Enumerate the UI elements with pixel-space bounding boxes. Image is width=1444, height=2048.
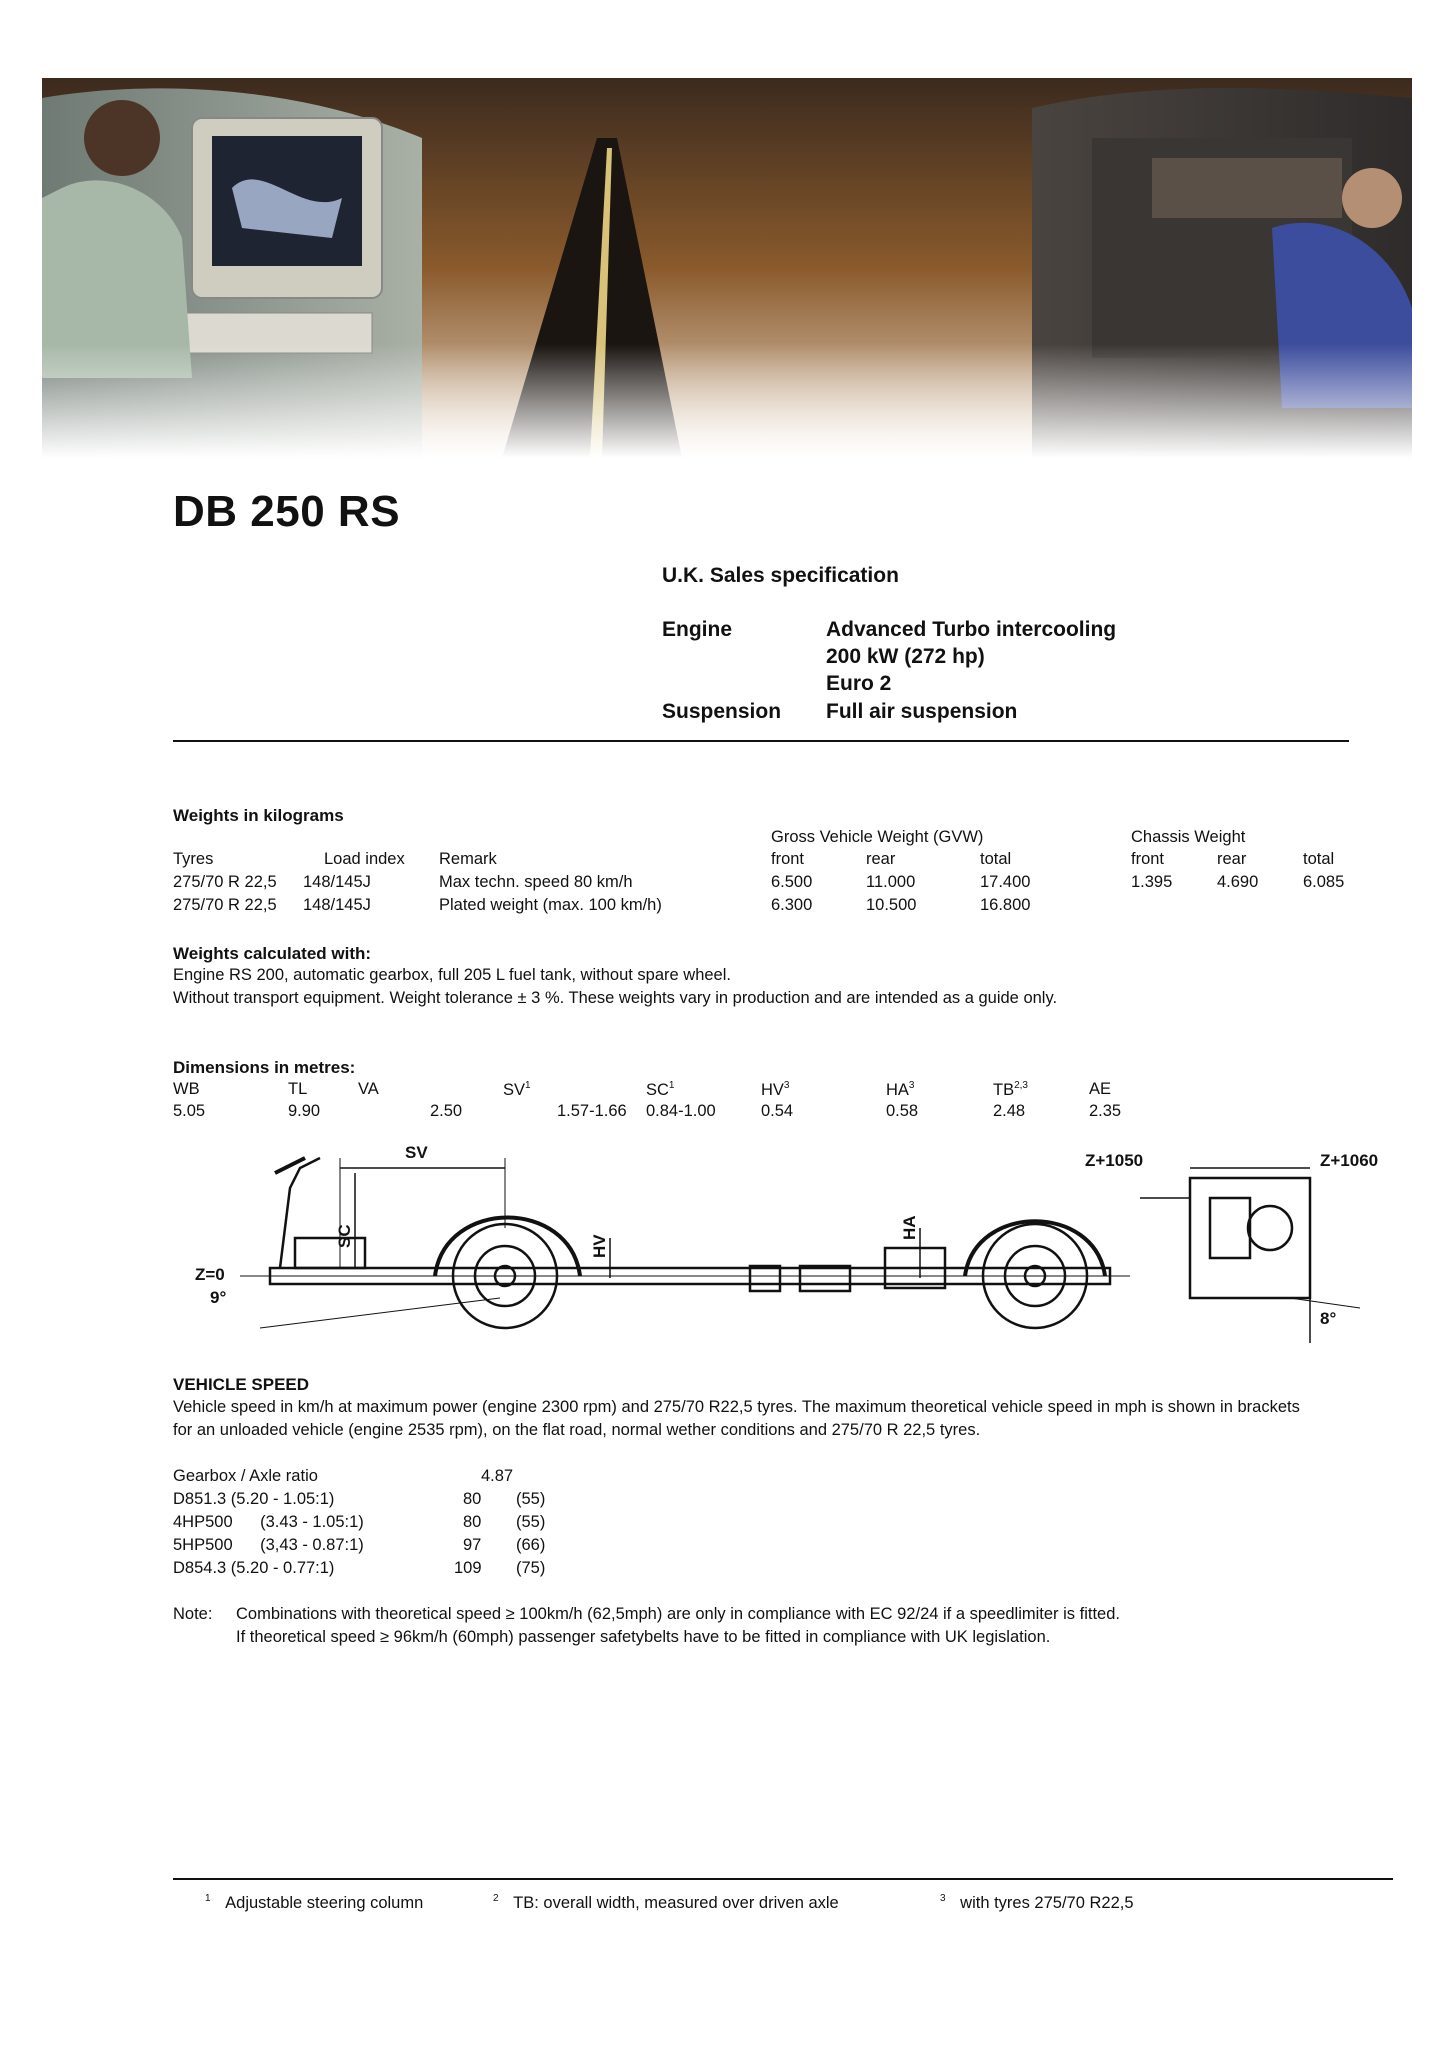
dim-sup: 2,3 bbox=[1014, 1080, 1028, 1091]
cell: 4.690 bbox=[1217, 873, 1259, 891]
gearbox: 5HP500 (3,43 - 0.87:1) bbox=[173, 1536, 364, 1554]
vehicle-speed-para-2: for an unloaded vehicle (engine 2535 rpm), on the flat road, normal wether conditions and 275/70 R 22,5 tyres. bbox=[173, 1421, 981, 1439]
footnote-1 bbox=[205, 1893, 423, 1913]
dimensions-value-row bbox=[0, 1102, 1444, 1124]
footnote-number: 2 bbox=[493, 1893, 499, 1904]
dim-value: 9.90 bbox=[288, 1102, 321, 1120]
cell: 17.400 bbox=[980, 873, 1031, 891]
col-gvw-rear: rear bbox=[866, 850, 896, 868]
weights-calc-line-2: Without transport equipment. Weight tolerance ± 3 %. These weights vary in production and are intended as a guide only. bbox=[173, 989, 1058, 1007]
footnote-number: 3 bbox=[940, 1893, 946, 1904]
label-z1060: Z+1060 bbox=[1320, 1151, 1379, 1170]
cell: 16.800 bbox=[980, 896, 1031, 914]
dim-label-text: HA bbox=[886, 1081, 909, 1099]
dim-value: 0.54 bbox=[761, 1102, 794, 1120]
speed-mph: (66) bbox=[516, 1536, 546, 1554]
dimensions-title: Dimensions in metres: bbox=[173, 1058, 356, 1077]
dim-sup: 1 bbox=[668, 1080, 675, 1091]
dim-label: AE bbox=[1089, 1080, 1112, 1098]
label-z1050: Z+1050 bbox=[1085, 1151, 1144, 1170]
weights-row bbox=[0, 873, 1444, 895]
footnote-text: Adjustable steering column bbox=[225, 1894, 424, 1912]
cell: 275/70 R 22,5 bbox=[173, 873, 277, 891]
header-banner-image bbox=[42, 78, 1412, 458]
engine-label: Engine bbox=[662, 618, 733, 641]
col-load-index: Load index bbox=[324, 850, 405, 868]
dimensions-label-row bbox=[0, 1080, 1444, 1102]
label-hv: HV bbox=[590, 1234, 609, 1258]
col-chassis-rear: rear bbox=[1217, 850, 1247, 868]
document-title: DB 250 RS bbox=[173, 487, 401, 536]
dim-value: 2.50 bbox=[430, 1102, 463, 1120]
footnote-divider bbox=[173, 1878, 1393, 1880]
dim-label-text: TB bbox=[993, 1081, 1015, 1099]
col-chassis-total: total bbox=[1303, 850, 1335, 868]
speed-row bbox=[0, 1559, 1444, 1581]
speed-row bbox=[0, 1513, 1444, 1535]
dim-value: 2.48 bbox=[993, 1102, 1026, 1120]
dim-label-text: SV bbox=[503, 1081, 526, 1099]
dim-label: TL bbox=[288, 1080, 308, 1098]
weights-calc-line-1: Engine RS 200, automatic gearbox, full 205 L fuel tank, without spare wheel. bbox=[173, 966, 731, 984]
speed-kmh: 97 bbox=[463, 1536, 482, 1554]
col-tyres: Tyres bbox=[173, 850, 214, 868]
cell: 148/145J bbox=[303, 873, 371, 891]
speed-mph: (75) bbox=[516, 1559, 546, 1577]
footnote-text: TB: overall width, measured over driven axle bbox=[513, 1894, 839, 1912]
label-angle-front: 9° bbox=[210, 1288, 227, 1307]
dim-value: 2.35 bbox=[1089, 1102, 1122, 1120]
suspension-label: Suspension bbox=[662, 700, 782, 723]
chassis-weight-label: Chassis Weight bbox=[1131, 828, 1246, 846]
dim-label-text: SC bbox=[646, 1081, 669, 1099]
dim-label bbox=[503, 1080, 531, 1100]
cell: 148/145J bbox=[303, 896, 371, 914]
axle-ratio: 4.87 bbox=[481, 1467, 514, 1485]
dim-label: WB bbox=[173, 1080, 200, 1098]
engine-line-3: Euro 2 bbox=[826, 672, 892, 695]
footnote-number: 1 bbox=[205, 1893, 211, 1904]
chassis-side-diagram bbox=[180, 1128, 1380, 1348]
note-line-2: If theoretical speed ≥ 96km/h (60mph) passenger safetybelts have to be fitted in compliance with UK legislation. bbox=[236, 1628, 1051, 1646]
dim-label bbox=[761, 1080, 789, 1100]
dim-label bbox=[886, 1080, 914, 1100]
cell: 6.085 bbox=[1303, 873, 1345, 891]
footnote-2 bbox=[493, 1893, 839, 1913]
footnote-3 bbox=[940, 1893, 1134, 1913]
cell: 10.500 bbox=[866, 896, 917, 914]
weights-header-row bbox=[0, 850, 1444, 872]
dim-value: 5.05 bbox=[173, 1102, 206, 1120]
suspension-value: Full air suspension bbox=[826, 700, 1018, 723]
gearbox: D851.3 (5.20 - 1.05:1) bbox=[173, 1490, 335, 1508]
gearbox: 4HP500 (3.43 - 1.05:1) bbox=[173, 1513, 364, 1531]
dim-label bbox=[993, 1080, 1028, 1100]
note-label: Note: bbox=[173, 1605, 213, 1623]
gvw-label: Gross Vehicle Weight (GVW) bbox=[771, 828, 984, 846]
cell: Max techn. speed 80 km/h bbox=[439, 873, 633, 891]
label-sc: SC bbox=[335, 1224, 354, 1248]
note-line-1: Combinations with theoretical speed ≥ 100km/h (62,5mph) are only in compliance with EC 92/24 if a speedlimiter is fitted. bbox=[236, 1605, 1120, 1623]
label-sv: SV bbox=[405, 1143, 428, 1162]
weights-calc-title: Weights calculated with: bbox=[173, 944, 372, 963]
speed-kmh: 80 bbox=[463, 1490, 482, 1508]
label-z0: Z=0 bbox=[195, 1265, 225, 1284]
dim-value: 0.58 bbox=[886, 1102, 919, 1120]
speed-mph: (55) bbox=[516, 1490, 546, 1508]
section-divider bbox=[173, 740, 1349, 742]
label-ha: HA bbox=[900, 1215, 919, 1240]
col-chassis-front: front bbox=[1131, 850, 1165, 868]
dim-value: 0.84-1.00 bbox=[646, 1102, 716, 1120]
dim-sup: 1 bbox=[525, 1080, 531, 1091]
speed-table-header bbox=[0, 1467, 1444, 1489]
spec-heading: U.K. Sales specification bbox=[662, 564, 899, 587]
dim-label bbox=[646, 1080, 674, 1100]
dim-sup: 3 bbox=[783, 1080, 790, 1091]
col-gvw-total: total bbox=[980, 850, 1012, 868]
engine-line-2: 200 kW (272 hp) bbox=[826, 645, 985, 668]
speed-row bbox=[0, 1536, 1444, 1558]
speed-row bbox=[0, 1490, 1444, 1512]
label-angle-rear: 8° bbox=[1320, 1309, 1337, 1328]
vehicle-speed-title: VEHICLE SPEED bbox=[173, 1375, 310, 1394]
gearbox: D854.3 (5.20 - 0.77:1) bbox=[173, 1559, 335, 1577]
dim-label-text: HV bbox=[761, 1081, 784, 1099]
vehicle-speed-para-1: Vehicle speed in km/h at maximum power (engine 2300 rpm) and 275/70 R22,5 tyres. The maximum theoretical vehicle speed in mph is shown in brackets bbox=[173, 1398, 1300, 1416]
col-remark: Remark bbox=[439, 850, 497, 868]
speed-kmh: 109 bbox=[454, 1559, 482, 1577]
col-gvw-front: front bbox=[771, 850, 805, 868]
dim-sup: 3 bbox=[908, 1080, 915, 1091]
cell: 6.500 bbox=[771, 873, 813, 891]
speed-mph: (55) bbox=[516, 1513, 546, 1531]
cell: 11.000 bbox=[866, 873, 916, 891]
cell: 6.300 bbox=[771, 896, 813, 914]
footnote-text: with tyres 275/70 R22,5 bbox=[960, 1894, 1134, 1912]
cell: 275/70 R 22,5 bbox=[173, 896, 277, 914]
cell: Plated weight (max. 100 km/h) bbox=[439, 896, 662, 914]
dim-value: 1.57-1.66 bbox=[557, 1102, 627, 1120]
cell: 1.395 bbox=[1131, 873, 1173, 891]
weights-title: Weights in kilograms bbox=[173, 806, 344, 825]
dim-label: VA bbox=[358, 1080, 379, 1098]
speed-kmh: 80 bbox=[463, 1513, 482, 1531]
gearbox-header: Gearbox / Axle ratio bbox=[173, 1467, 318, 1485]
weights-row bbox=[0, 896, 1444, 918]
engine-line-1: Advanced Turbo intercooling bbox=[826, 618, 1117, 641]
